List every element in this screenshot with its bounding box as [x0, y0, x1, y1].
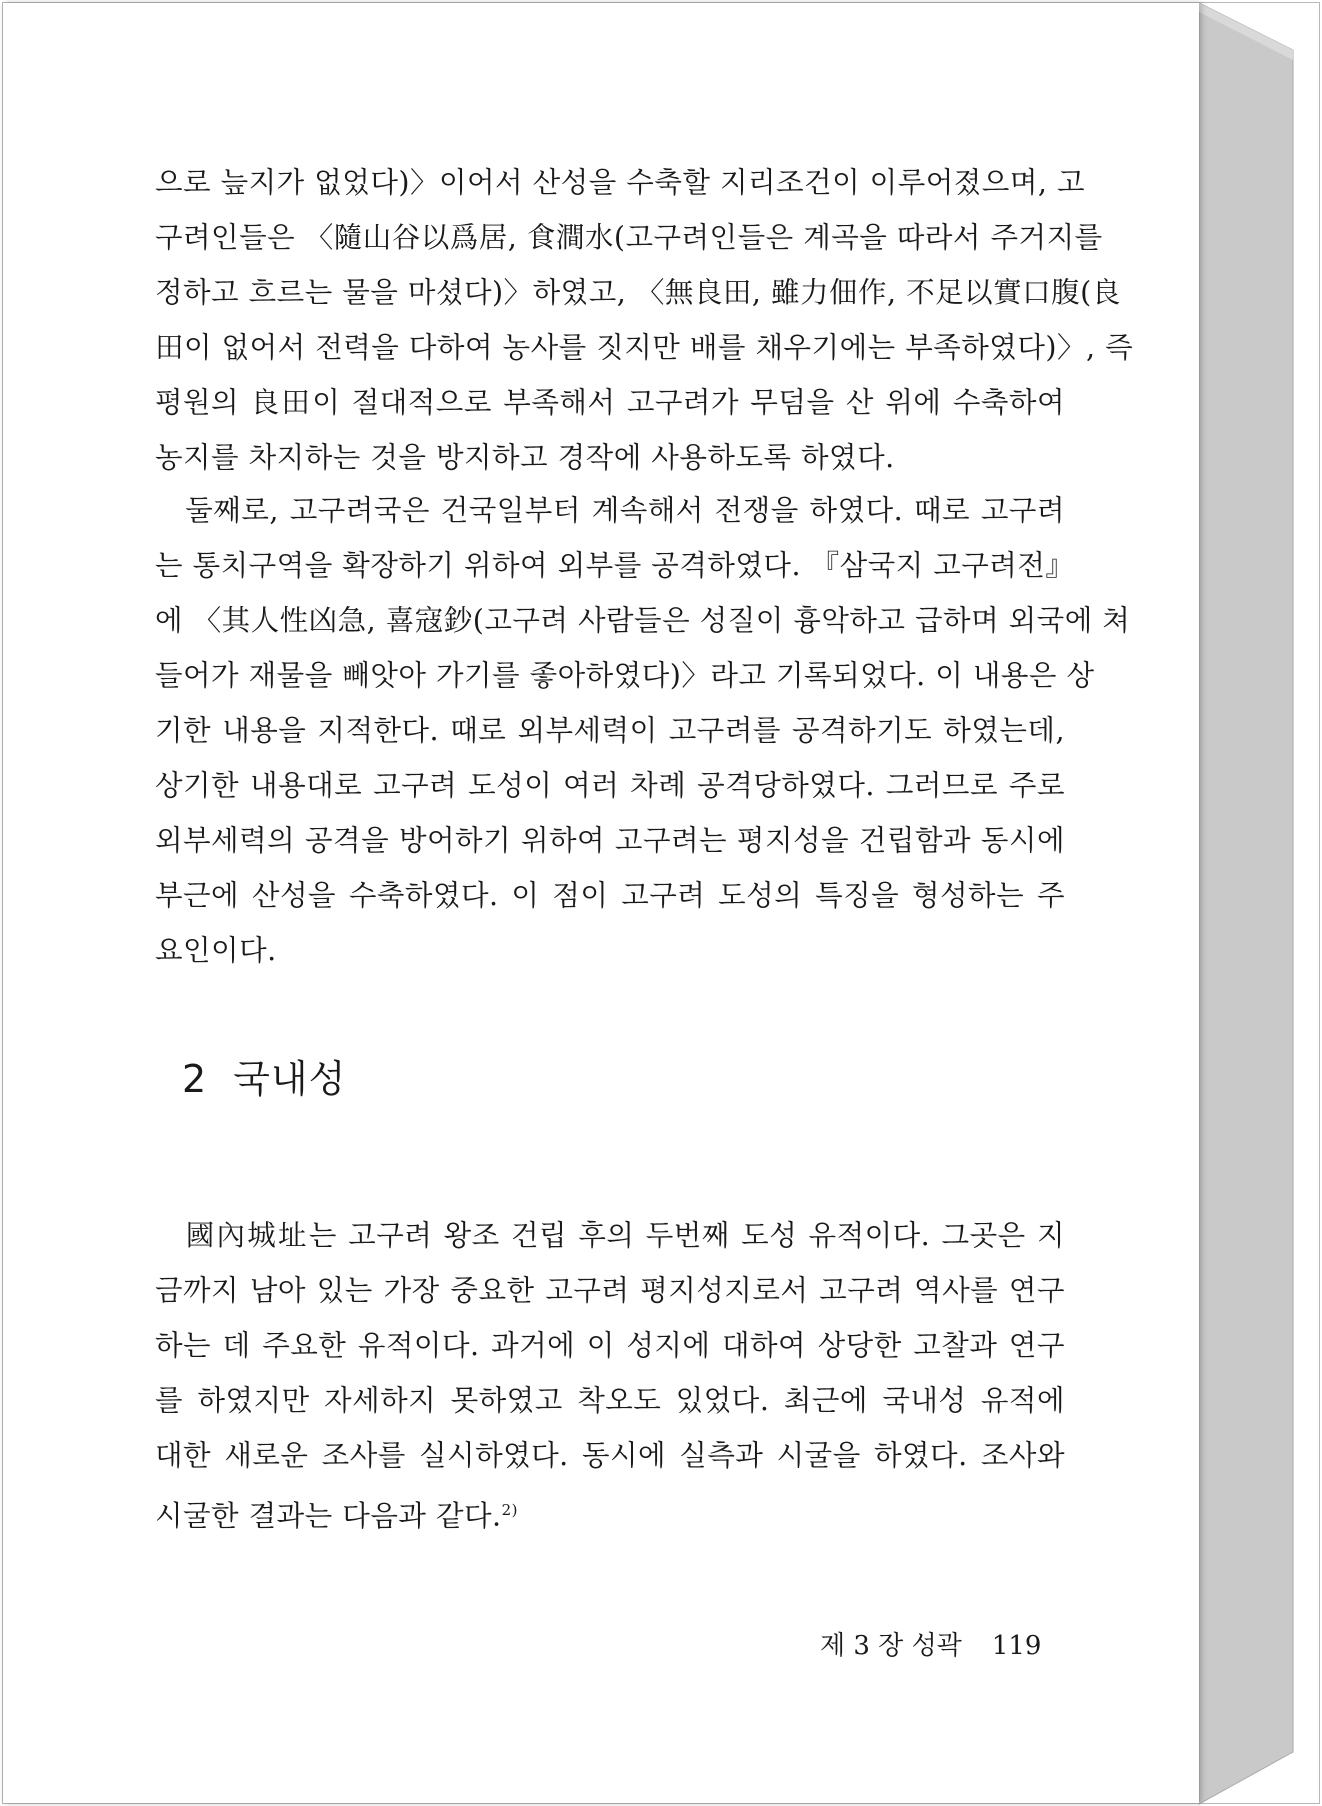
- text-line-with-footnote: [155, 1483, 1065, 1538]
- text-line: 國內城址는 고구려 왕조 건립 후의 두번째 도성 유적이다. 그곳은 지: [155, 1219, 1065, 1252]
- section-number: 2: [182, 1057, 208, 1101]
- text-line: 구려인들은 〈隨山谷以爲居, 食澗水(고구려인들은 계곡을 따라서 주거지를: [155, 221, 1103, 254]
- text-line: 요인이다.: [155, 934, 277, 967]
- text-line: 기한 내용을 지적한다. 때로 외부세력이 고구려를 공격하기도 하였는데,: [155, 714, 1065, 747]
- paragraph-1: [155, 155, 1134, 485]
- text-line: 으로 늪지가 없었다)〉이어서 산성을 수축할 지리조건이 이루어졌으며, 고: [155, 166, 1085, 199]
- text-line: 하는 데 주요한 유적이다. 과거에 이 성지에 대하여 상당한 고찰과 연구: [155, 1329, 1065, 1362]
- footnote-marker[interactable]: 2): [501, 1501, 518, 1519]
- paragraph-3: [155, 1208, 1065, 1538]
- text-line: 대한 새로운 조사를 실시하였다. 동시에 실측과 시굴을 하였다. 조사와: [155, 1439, 1065, 1472]
- text-line: 정하고 흐르는 물을 마셨다)〉하였고, 〈無良田, 雖力佃作, 不足以實口腹(良: [155, 276, 1121, 309]
- text-line: 평원의 良田이 절대적으로 부족해서 고구려가 무덤을 산 위에 수축하여: [155, 386, 1065, 419]
- page-footer: [820, 1625, 1041, 1662]
- text-line: 부근에 산성을 수축하였다. 이 점이 고구려 도성의 특징을 형성하는 주: [155, 879, 1065, 912]
- text-line: 농지를 차지하는 것을 방지하고 경작에 사용하도록 하였다.: [155, 441, 895, 474]
- paragraph-2: [155, 483, 1131, 978]
- text-line: 田이 없어서 전력을 다하여 농사를 짓지만 배를 채우기에는 부족하였다)〉, 즉: [155, 331, 1134, 364]
- text-line: 상기한 내용대로 고구려 도성이 여러 차례 공격당하였다. 그러므로 주로: [155, 769, 1065, 802]
- section-heading: [182, 1048, 346, 1103]
- section-title: 국내성: [233, 1057, 347, 1101]
- text-line: 외부세력의 공격을 방어하기 위하여 고구려는 평지성을 건립함과 동시에: [155, 824, 1065, 857]
- text-line: 를 하였지만 자세하지 못하였고 착오도 있었다. 최근에 국내성 유적에: [155, 1384, 1065, 1417]
- text-line: 금까지 남아 있는 가장 중요한 고구려 평지성지로서 고구려 역사를 연구: [155, 1274, 1065, 1307]
- text-line: 는 통치구역을 확장하기 위하여 외부를 공격하였다. 『삼국지 고구려전』: [155, 549, 1075, 582]
- text-line: 에 〈其人性凶急, 喜寇鈔(고구려 사람들은 성질이 흉악하고 급하며 외국에 쳐: [155, 604, 1131, 637]
- text-line: 들어가 재물을 빼앗아 가기를 좋아하였다)〉라고 기록되었다. 이 내용은 상: [155, 659, 1095, 692]
- text-line: 시굴한 결과는 다음과 같다.: [155, 1499, 502, 1533]
- text-line: 둘째로, 고구려국은 건국일부터 계속해서 전쟁을 하였다. 때로 고구려: [155, 494, 1065, 527]
- chapter-title: 제 3 장 성곽: [820, 1631, 962, 1661]
- page-number: 119: [991, 1631, 1042, 1661]
